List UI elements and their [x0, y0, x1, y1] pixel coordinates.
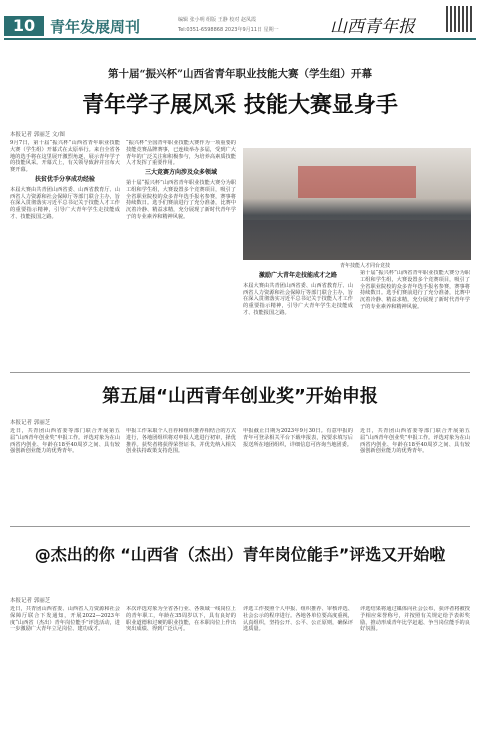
article3-byline: 本报记者 郭丽芝 [10, 598, 51, 604]
article2-paragraph: 申报工作采取个人自荐和组织推荐相结合的方式进行，各地团组织将对申报人选进行初审，择优推荐。获奖者将获得荣誉证书，并优先纳入相关创业扶持政策支持范围。 [126, 428, 236, 455]
article1-column-1 [10, 140, 120, 364]
article1-paragraph: 第十届“振兴杯”山西省青年职业技能大赛分为职工组和学生组，大赛设置多个竞赛项目，吸引了全省职业院校的众多青年选手报名参赛，赛事将持续数日。选手们赛前进行了充分准备，比赛中沉着冷静、精益求精，充分展现了新时代青年学子的专业素养和精神风貌。 [360, 270, 470, 310]
article3-column-2 [126, 606, 236, 738]
column-title: 青年发展周刊 [50, 18, 141, 36]
page-number: 10 [4, 16, 44, 36]
date-meta: Tel:0351-6598868 2023年9月11日 星期一 [178, 27, 279, 33]
article1-column-2 [126, 140, 236, 364]
article1-column-4 [360, 270, 470, 364]
section-divider [10, 372, 470, 373]
article1-photo [243, 148, 471, 260]
article1-subhead: 第十届“振兴杯”山西省青年职业技能大赛（学生组）开幕 [107, 68, 373, 80]
article2-paragraph: 近日，共青团山西省委等部门联合开展第五届“山西青年创业奖”申报工作。评选对象为在山西省内创业、年龄在18至40周岁之间、具有较强创新创业能力的优秀青年。 [10, 428, 120, 455]
article2-paragraph: 近日，共青团山西省委等部门联合开展第五届“山西青年创业奖”申报工作。评选对象为在山西省内创业、年龄在18至40周岁之间、具有较强创新创业能力的优秀青年。 [360, 428, 470, 455]
article1-paragraph: 9月7日，第十届“振兴杯”山西省青年职业技能大赛（学生组）开幕式在太原举行。来自全省各地的选手将在这里展开激烈角逐，展示青年学子的技能风采。开幕式上，有关领导致辞并宣布大赛开幕。 [10, 140, 120, 174]
audience-rows [243, 220, 471, 260]
article3-paragraph: 评选结果将通过媒体向社会公布，获评者将被授予相应荣誉称号，并按照有关规定给予表彰奖励，推动形成青年比学赶超、争当岗位能手的良好氛围。 [360, 606, 470, 633]
logo-text: 山西青年报 [330, 17, 415, 36]
photo-caption: 青年技能人才同台竞技 [340, 263, 391, 269]
section-heading: 激励广大青年走技能成才之路 [258, 272, 337, 279]
editor-meta: 编辑 张小明 组版 王静 校对 赵凤霞 [178, 17, 256, 23]
article1-paragraph: 本届大赛由共青团山西省委、山西省教育厅、山西省人力资源和社会保障厅等部门联合主办，旨在深入贯彻落实习近平总书记关于技能人才工作的重要指示精神，引导广大青年学生走技能成才、技能报国之路。 [243, 282, 353, 316]
section-heading: 三大竞赛方向涉及众多领域 [144, 169, 217, 177]
article2-column-2 [126, 428, 236, 518]
article3-paragraph: 评选工作按照个人申报、组织推荐、审核评选、社会公示的程序进行。各地各单位要高度重视，认真组织，坚持公开、公平、公正原则，确保评选质量。 [243, 606, 353, 633]
article3-column-3 [243, 606, 353, 738]
article2-headline: 第五届“山西青年创业奖”开始申报 [102, 386, 378, 407]
article2-column-4 [360, 428, 470, 518]
article1-paragraph: 本届大赛由共青团山西省委、山西省教育厅、山西省人力资源和社会保障厅等部门联合主办，旨在深入贯彻落实习近平总书记关于技能人才工作的重要指示精神，引导广大青年学生走技能成才、技能报国之路。 [10, 186, 120, 220]
section-divider [10, 526, 470, 527]
article1-paragraph: “振兴杯”全国青年职业技能大赛作为一项重要的技能竞赛品牌赛事，已连续举办多届，受到广大青年的广泛关注和积极参与，为培养高素质技能人才发挥了重要作用。 [126, 140, 236, 167]
article1-paragraph: 第十届“振兴杯”山西省青年职业技能大赛分为职工组和学生组，大赛设置多个竞赛项目，吸引了全省职业院校的众多青年选手报名参赛，赛事将持续数日。选手们赛前进行了充分准备，比赛中沉着冷静、精益求精，充分展现了新时代青年学子的专业素养和精神风貌。 [126, 179, 236, 220]
article3-paragraph: 近日，共青团山西省委、山西省人力资源和社会保障厅联合下发通知，开展2022—2023年度“山西省（杰出）青年岗位能手”评选活动，进一步激励广大青年立足岗位、建功成才。 [10, 606, 120, 633]
article3-column-4 [360, 606, 470, 738]
article1-byline: 本报记者 郭丽芝 文/图 [10, 132, 65, 138]
section-heading: 扶贫优手分享成功经验 [34, 175, 95, 183]
newspaper-logo [330, 14, 435, 36]
article2-column-3 [243, 428, 353, 518]
article1-column-3 [243, 270, 353, 364]
header-rule [4, 38, 476, 40]
article1-headline: 青年学子展风采 技能大赛显身手 [82, 93, 398, 118]
article3-paragraph: 本次评选对象为全省各行业、各领域一线岗位上的青年职工，年龄在35周岁以下，具有良好的职业道德和过硬的职业技能，在本职岗位上作出突出成绩、得到广泛认可。 [126, 606, 236, 633]
article3-headline: @杰出的你 “山西省（杰出）青年岗位能手”评选又开始啦 [34, 545, 446, 564]
qr-code-icon[interactable] [446, 6, 472, 32]
article2-paragraph: 申报截止日期为2023年9月30日。有意申报的青年可登录相关平台下载申报表，按要求填写后报送所在地团组织，详细信息可咨询当地团委。 [243, 428, 353, 448]
masthead [0, 0, 480, 38]
article2-byline: 本报记者 郭丽芝 [10, 420, 51, 426]
article2-column-1 [10, 428, 120, 518]
article3-column-1 [10, 606, 120, 738]
stage-banner [298, 166, 416, 198]
